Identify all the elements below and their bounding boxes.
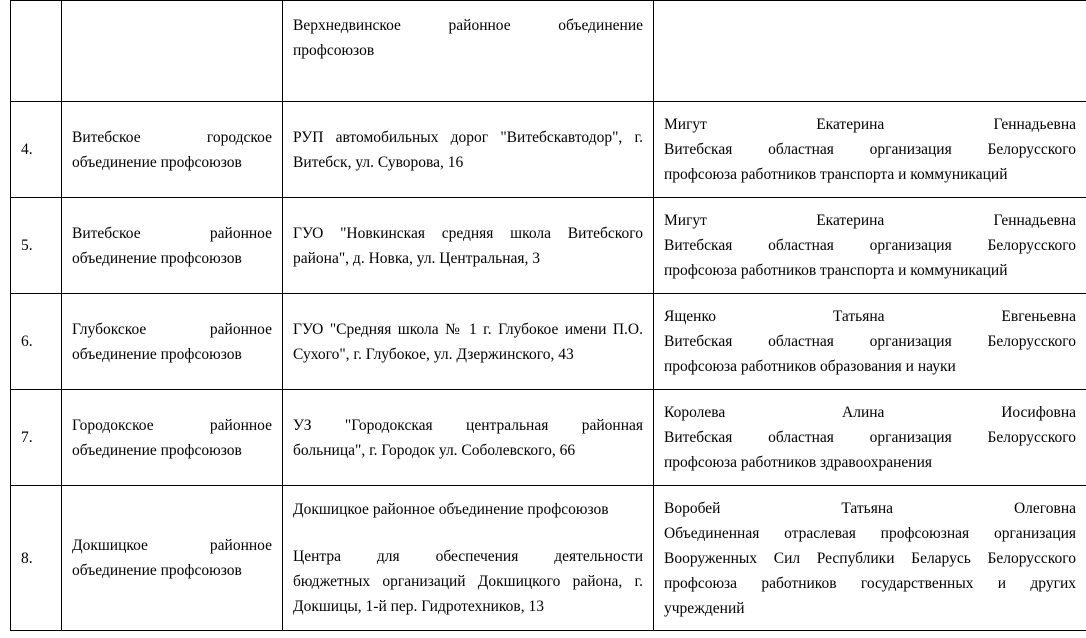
- venue-cell: [283, 390, 654, 486]
- row-number-cell: 4.: [11, 102, 62, 198]
- person-name: Мигут Екатерина Геннадьевна: [664, 116, 1076, 133]
- venue-line: ГУО "Новкинская средняя школа Витебского: [293, 224, 643, 242]
- organization-cell: [62, 486, 283, 631]
- venue-cell: [283, 486, 654, 631]
- venue-line: Сухого", г. Глубокое, ул. Дзержинского, 43: [293, 345, 574, 363]
- organization-line: Городокское районное: [72, 416, 272, 434]
- table-row: [11, 486, 1086, 631]
- person-line: Витебская областная организация Белорусского: [664, 333, 1076, 350]
- document-table: [10, 0, 1086, 631]
- responsible-person-cell: [654, 1, 1086, 102]
- venue-cell: [283, 102, 654, 198]
- person-line: Витебская областная организация Белорусского: [664, 141, 1076, 158]
- venue-line: Центра для обеспечения деятельности: [293, 548, 643, 565]
- person-line: Объединенная отраслевая профсоюзная организация: [664, 524, 1076, 542]
- organization-line: объединение профсоюзов: [72, 562, 242, 579]
- responsible-person-cell: [654, 102, 1086, 198]
- organization-line: объединение профсоюзов: [72, 441, 242, 459]
- row-number-cell: 8.: [11, 486, 62, 631]
- table-row: [11, 294, 1086, 390]
- responsible-person-cell: [654, 486, 1086, 631]
- venue-line: РУП автомобильных дорог "Витебскавтодор", г.: [293, 128, 643, 146]
- organization-line: Витебское городское: [72, 128, 272, 146]
- venue-cell: [283, 1, 654, 102]
- person-line: профсоюза работников образования и науки: [664, 358, 956, 375]
- person-line: профсоюза работников транспорта и коммуникаций: [664, 262, 1008, 279]
- person-line: Витебская областная организация Белорусского: [664, 237, 1076, 254]
- organization-cell: [62, 1, 283, 102]
- venue-line: ГУО "Средняя школа № 1 г. Глубокое имени П.О.: [293, 320, 643, 338]
- person-name: Воробей Татьяна Олеговна: [664, 499, 1076, 517]
- venue-cell: [283, 294, 654, 390]
- venue-line: Витебск, ул. Суворова, 16: [293, 153, 464, 171]
- organization-line: Докшицкое районное: [72, 537, 272, 554]
- venue-line: Верхнедвинское районное объединение: [293, 17, 643, 34]
- organization-cell: [62, 294, 283, 390]
- responsible-person-cell: [654, 198, 1086, 294]
- person-name: Королева Алина Иосифовна: [664, 404, 1076, 421]
- person-line: Витебская областная организация Белорусского: [664, 429, 1076, 446]
- organization-line: объединение профсоюзов: [72, 249, 242, 267]
- organization-line: объединение профсоюзов: [72, 153, 242, 171]
- venue-line: профсоюзов: [293, 42, 375, 59]
- table-row: [11, 1, 1086, 102]
- row-number-cell: [11, 1, 62, 102]
- organization-line: Глубокское районное: [72, 320, 272, 338]
- venue-line: района", д. Новка, ул. Центральная, 3: [293, 249, 541, 267]
- venue-line: Докшицы, 1-й пер. Гидротехников, 13: [293, 598, 544, 615]
- person-name: Мигут Екатерина Геннадьевна: [664, 212, 1076, 229]
- venue-cell: [283, 198, 654, 294]
- organization-line: объединение профсоюзов: [72, 345, 242, 363]
- venue-line: Докшицкое районное объединение профсоюзов: [293, 501, 609, 518]
- responsible-person-cell: [654, 294, 1086, 390]
- organization-cell: [62, 102, 283, 198]
- row-number-cell: 6.: [11, 294, 62, 390]
- person-line: учреждений: [664, 599, 745, 617]
- venue-line: УЗ "Городокская центральная районная: [293, 416, 643, 434]
- row-number-cell: 5.: [11, 198, 62, 294]
- person-line: профсоюза работников здравоохранения: [664, 454, 932, 471]
- person-line: Вооруженных Сил Республики Беларусь Белорусского: [664, 549, 1076, 567]
- responsible-person-cell: [654, 390, 1086, 486]
- table-row: [11, 102, 1086, 198]
- organization-cell: [62, 390, 283, 486]
- table-row: [11, 390, 1086, 486]
- person-line: профсоюза работников транспорта и коммуникаций: [664, 166, 1008, 183]
- person-name: Ященко Татьяна Евгеньевна: [664, 308, 1076, 325]
- organization-line: Витебское районное: [72, 224, 272, 242]
- venue-line: бюджетных организаций Докшицкого района, г.: [293, 573, 643, 590]
- table-row: [11, 198, 1086, 294]
- venue-line: больница", г. Городок ул. Соболевского, 66: [293, 441, 576, 459]
- paragraph-gap: [293, 522, 643, 544]
- organization-cell: [62, 198, 283, 294]
- row-number-cell: 7.: [11, 390, 62, 486]
- person-line: профсоюза работников государственных и других: [664, 574, 1076, 592]
